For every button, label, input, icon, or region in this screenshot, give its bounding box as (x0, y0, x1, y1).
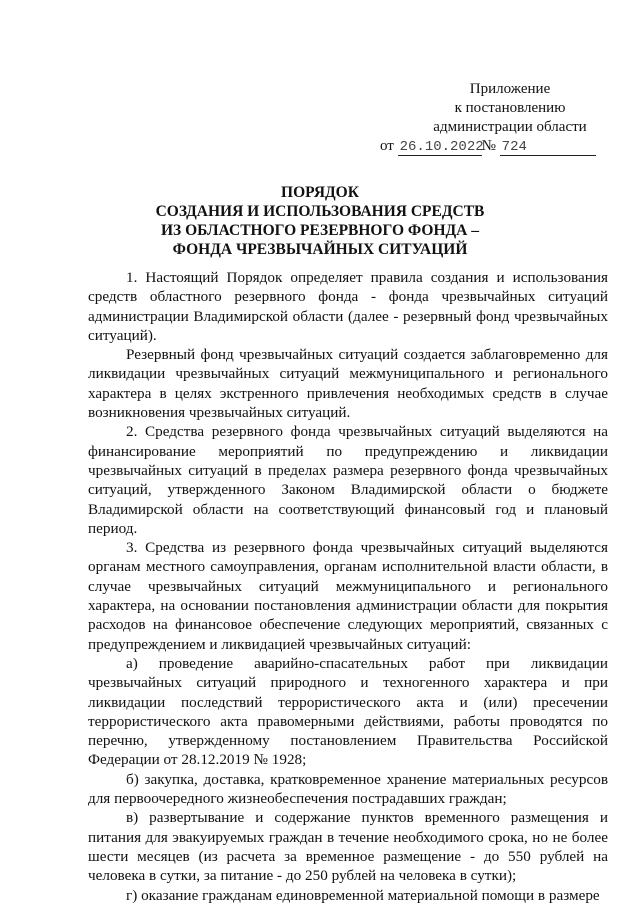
paragraph-item-a: а) проведение аварийно-спасательных работ при ликвидации чрезвычайных ситуаций природного и техногенного характера и при ликвидации последствий террористического акта и (или) пресечении террористического акта правомерными действиями, работы проводятся по перечню, утвержденному постановлением Правительства Российской Федерации от 28.12.2019 № 1928; (88, 654, 608, 769)
number-sign: № (481, 138, 496, 154)
document-title (0, 183, 640, 259)
administration-label: администрации области (433, 119, 587, 135)
appendix-header (380, 80, 600, 156)
paragraph-item-g: г) оказание гражданам единовременной материальной помощи в размере (126, 886, 600, 904)
resolution-date-number (380, 137, 600, 156)
resolution-date-field: 26.10.2022 (399, 139, 484, 155)
paragraph-4: 3. Средства из резервного фонда чрезвычайных ситуаций выделяются органам местного самоуправления, органам исполнительной власти области, в случае чрезвычайных ситуаций межмуниципального и регионального характера, на основании постановления администрации области для покрытия расходов на финансовое обеспечение следующих мероприятий, связанных с предупреждением и ликвидацией чрезвычайных ситуаций: (88, 539, 608, 653)
paragraph-item-b: б) закупка, доставка, кратковременное хранение материальных ресурсов для первоочередного жизнеобеспечения пострадавших граждан; (88, 770, 608, 808)
title-line-4: ФОНДА ЧРЕЗВЫЧАЙНЫХ СИТУАЦИЙ (172, 241, 468, 258)
date-prefix: от (380, 138, 394, 154)
paragraph-3: 2. Средства резервного фонда чрезвычайных ситуаций выделяются на финансирование мероприятий по предупреждению и ликвидации чрезвычайных ситуаций в пределах размера резервного фонда чрезвычайных ситуаций, утвержденного Законом Владимирской области о бюджете Владимирской области на соответствующий финансовый год и плановый период. (88, 423, 608, 537)
title-line-2: СОЗДАНИЯ И ИСПОЛЬЗОВАНИЯ СРЕДСТВ (155, 203, 485, 220)
appendix-label: Приложение (469, 81, 551, 97)
paragraph-1: 1. Настоящий Порядок определяет правила создания и использования средств областного резервного фонда - фонда чрезвычайных ситуаций администрации Владимирской области (далее - резервный фонд чрезвычайных ситуаций). (88, 269, 608, 344)
paragraph-item-v: в) развертывание и содержание пунктов временного размещения и питания для эвакуируемых граждан в течение необходимого срока, но не более шести месяцев (из расчета за временное размещение - до 550 рублей на человека в сутки, за питание - до 250 рублей на человека в сутки); (88, 809, 608, 885)
paragraph-2: Резервный фонд чрезвычайных ситуаций создается заблаговременно для ликвидации чрезвычайных ситуаций межмуниципального и регионального характера в целях экстренного привлечения необходимых средств в случае возникновения чрезвычайных ситуаций. (88, 346, 608, 422)
title-line-1: ПОРЯДОК (281, 184, 359, 201)
resolution-reference: к постановлению (454, 100, 566, 116)
title-line-3: ИЗ ОБЛАСТНОГО РЕЗЕРВНОГО ФОНДА – (161, 222, 479, 239)
document-body (88, 268, 608, 905)
resolution-number-field: 724 (500, 139, 596, 156)
